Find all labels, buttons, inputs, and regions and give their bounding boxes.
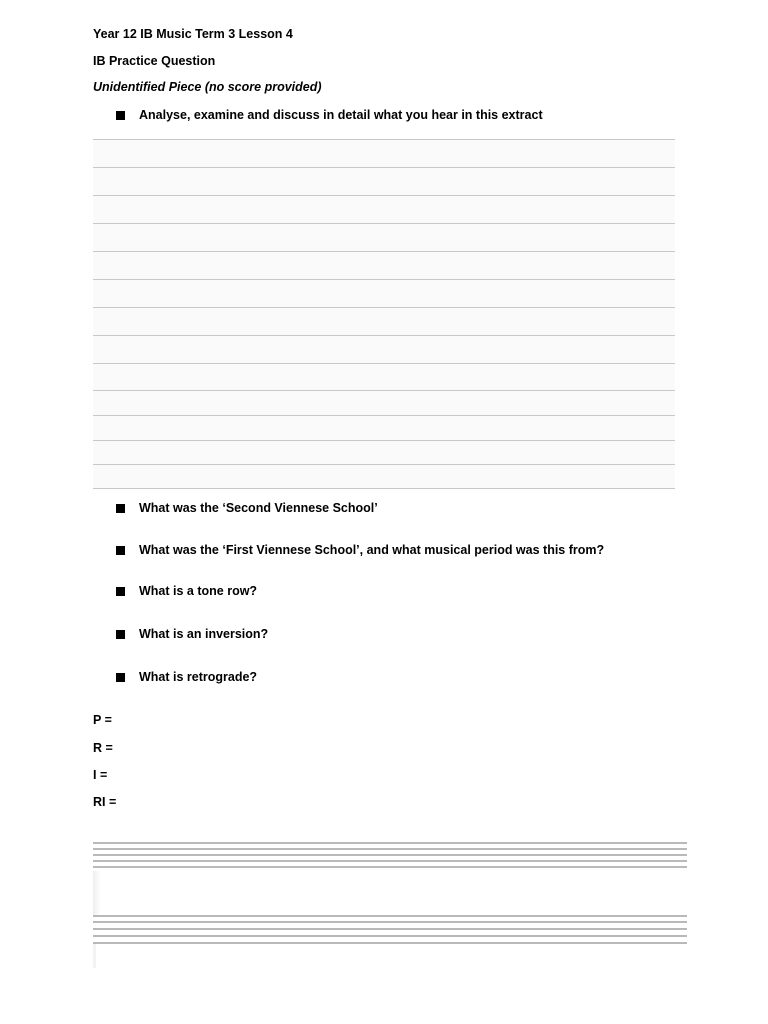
answer-lines-area[interactable]	[93, 139, 675, 489]
answer-line	[93, 195, 675, 196]
question-tone-row: What is a tone row?	[139, 584, 258, 598]
staff-line	[93, 854, 687, 856]
staff-spacer	[93, 871, 687, 916]
answer-line	[93, 415, 675, 416]
staff-line	[93, 842, 687, 844]
bullet-icon	[116, 587, 125, 596]
bullet-icon	[116, 111, 125, 120]
bullet-icon	[116, 546, 125, 555]
staff-line	[93, 848, 687, 850]
formula-r: R =	[93, 741, 113, 755]
answer-line	[93, 390, 675, 391]
main-prompt: Analyse, examine and discuss in detail what you hear in this extract	[139, 108, 543, 122]
staff-line	[93, 935, 687, 937]
staff-line	[93, 915, 687, 917]
answer-line	[93, 363, 675, 364]
question-inversion: What is an inversion?	[139, 627, 269, 641]
answer-line	[93, 464, 675, 465]
question-second-viennese: What was the ‘Second Viennese School’	[139, 501, 378, 515]
answer-line	[93, 440, 675, 441]
formula-i: I =	[93, 768, 108, 782]
formula-p: P =	[93, 713, 112, 727]
answer-line	[93, 335, 675, 336]
page-title: Year 12 IB Music Term 3 Lesson 4	[93, 27, 293, 41]
bullet-icon	[116, 673, 125, 682]
answer-line	[93, 251, 675, 252]
answer-line	[93, 139, 675, 140]
bullet-icon	[116, 504, 125, 513]
answer-line	[93, 307, 675, 308]
section-heading: IB Practice Question	[93, 54, 216, 68]
piece-label: Unidentified Piece (no score provided)	[93, 80, 322, 94]
staff-line	[93, 928, 687, 930]
staff-edge	[93, 944, 96, 968]
staff-line	[93, 860, 687, 862]
answer-line	[93, 279, 675, 280]
staff-line	[93, 921, 687, 923]
formula-ri: RI =	[93, 795, 117, 809]
question-retrograde: What is retrograde?	[139, 670, 258, 684]
answer-line	[93, 223, 675, 224]
answer-line	[93, 488, 675, 489]
staff-line	[93, 866, 687, 868]
bullet-icon	[116, 630, 125, 639]
answer-line	[93, 167, 675, 168]
question-first-viennese: What was the ‘First Viennese School’, and what musical period was this from?	[139, 543, 605, 557]
staff-line	[93, 942, 687, 944]
